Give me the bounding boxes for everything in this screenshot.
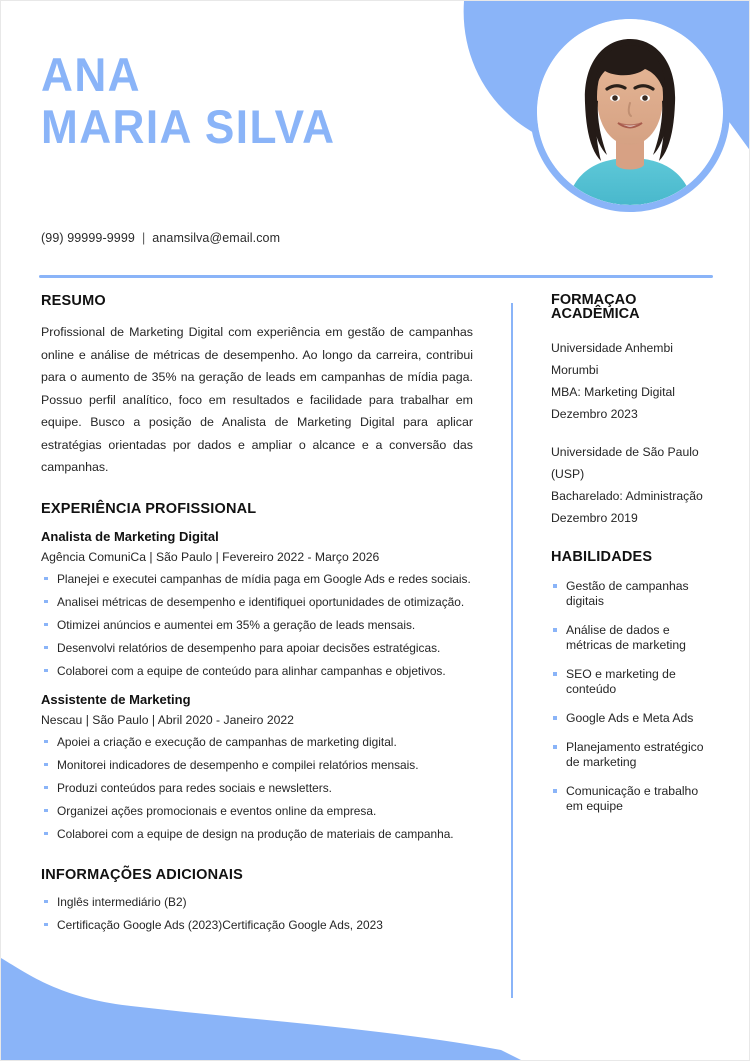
job-title: Assistente de Marketing xyxy=(41,691,191,707)
list-item: Google Ads e Meta Ads xyxy=(551,711,717,726)
list-item: Gestão de campanhas digitais xyxy=(551,579,717,609)
side-column xyxy=(551,293,717,828)
job-meta: Nescau | São Paulo | Abril 2020 - Janeiro 2022 xyxy=(41,712,294,727)
list-item: Análise de dados e métricas de marketing xyxy=(551,623,717,653)
list-item: Comunicação e trabalho em equipe xyxy=(551,784,717,814)
list-item: Inglês intermediário (B2) xyxy=(41,895,473,909)
list-item: Otimizei anúncios e aumentei em 35% a geração de leads mensais. xyxy=(41,618,473,632)
contact-separator: | xyxy=(141,231,146,245)
job-bullets xyxy=(41,735,473,841)
section-heading-experiencia: EXPERIÊNCIA PROFISSIONAL xyxy=(41,500,257,517)
education-institution: Universidade Anhembi Morumbi xyxy=(551,341,673,377)
list-item: Planejei e executei campanhas de mídia paga em Google Ads e redes sociais. xyxy=(41,572,473,586)
section-heading-habilidades: HABILIDADES xyxy=(551,549,653,565)
decorative-wave-bottom-left xyxy=(1,950,750,1060)
column-divider xyxy=(511,303,513,998)
list-item: Certificação Google Ads (2023)Certificação Google Ads, 2023 xyxy=(41,918,473,932)
first-name: ANA xyxy=(41,48,141,101)
section-heading-informacoes: INFORMAÇÕES ADICIONAIS xyxy=(41,866,244,883)
job-entry xyxy=(41,529,473,678)
job-bullets xyxy=(41,572,473,678)
job-title: Analista de Marketing Digital xyxy=(41,528,219,544)
education-degree: MBA: Marketing Digital xyxy=(551,385,675,399)
list-item: Colaborei com a equipe de conteúdo para alinhar campanhas e objetivos. xyxy=(41,664,473,678)
education-entry xyxy=(551,337,717,425)
avatar xyxy=(537,19,723,205)
list-item: Produzi conteúdos para redes sociais e newsletters. xyxy=(41,781,473,795)
formacao-line-2: ACADÊMICA xyxy=(551,306,640,322)
contact-phone: (99) 99999-9999 xyxy=(41,231,135,245)
skills-list xyxy=(551,579,717,814)
list-item: Desenvolvi relatórios de desempenho para apoiar decisões estratégicas. xyxy=(41,641,473,655)
list-item: Colaborei com a equipe de design na produção de materiais de campanha. xyxy=(41,827,473,841)
education-date: Dezembro 2019 xyxy=(551,511,638,525)
education-date: Dezembro 2023 xyxy=(551,407,638,421)
name-block xyxy=(41,49,354,153)
list-item: SEO e marketing de conteúdo xyxy=(551,667,717,697)
contact-email: anamsilva@email.com xyxy=(152,231,281,245)
formacao-line-1: FORMAÇAO xyxy=(551,292,637,308)
list-item: Monitorei indicadores de desempenho e compilei relatórios mensais. xyxy=(41,758,473,772)
section-heading-formacao xyxy=(551,293,717,321)
education-institution: Universidade de São Paulo (USP) xyxy=(551,445,699,481)
list-item: Apoiei a criação e execução de campanhas de marketing digital. xyxy=(41,735,473,749)
main-column xyxy=(41,293,473,946)
header xyxy=(1,1,750,213)
list-item: Organizei ações promocionais e eventos online da empresa. xyxy=(41,804,473,818)
additional-list xyxy=(41,895,473,932)
section-heading-resumo: RESUMO xyxy=(41,293,106,309)
job-entry xyxy=(41,692,473,841)
list-item: Planejamento estratégico de marketing xyxy=(551,740,717,770)
education-entry xyxy=(551,441,717,529)
last-name: MARIA SILVA xyxy=(41,100,336,153)
summary-text: Profissional de Marketing Digital com experiência em gestão de campanhas online e análise de métricas de desempenho. Ao longo da carreira, contribui para o aumento de 35% na geração de leads em campanhas de mídia paga. Possuo perfil analítico, foco em resultados e facilidade para trabalhar em equipe. Busco a posição de Analista de Marketing Digital para aplicar estratégias orientadas por dados e ampliar o alcance e a conversão das campanhas. xyxy=(41,325,473,474)
contact-line xyxy=(41,231,280,245)
list-item: Analisei métricas de desempenho e identifiquei oportunidades de otimização. xyxy=(41,595,473,609)
job-meta: Agência ComuniCa | São Paulo | Fevereiro 2022 - Março 2026 xyxy=(41,549,380,564)
header-divider xyxy=(39,275,713,278)
avatar-photo xyxy=(537,19,723,205)
education-degree: Bacharelado: Administração xyxy=(551,489,703,503)
